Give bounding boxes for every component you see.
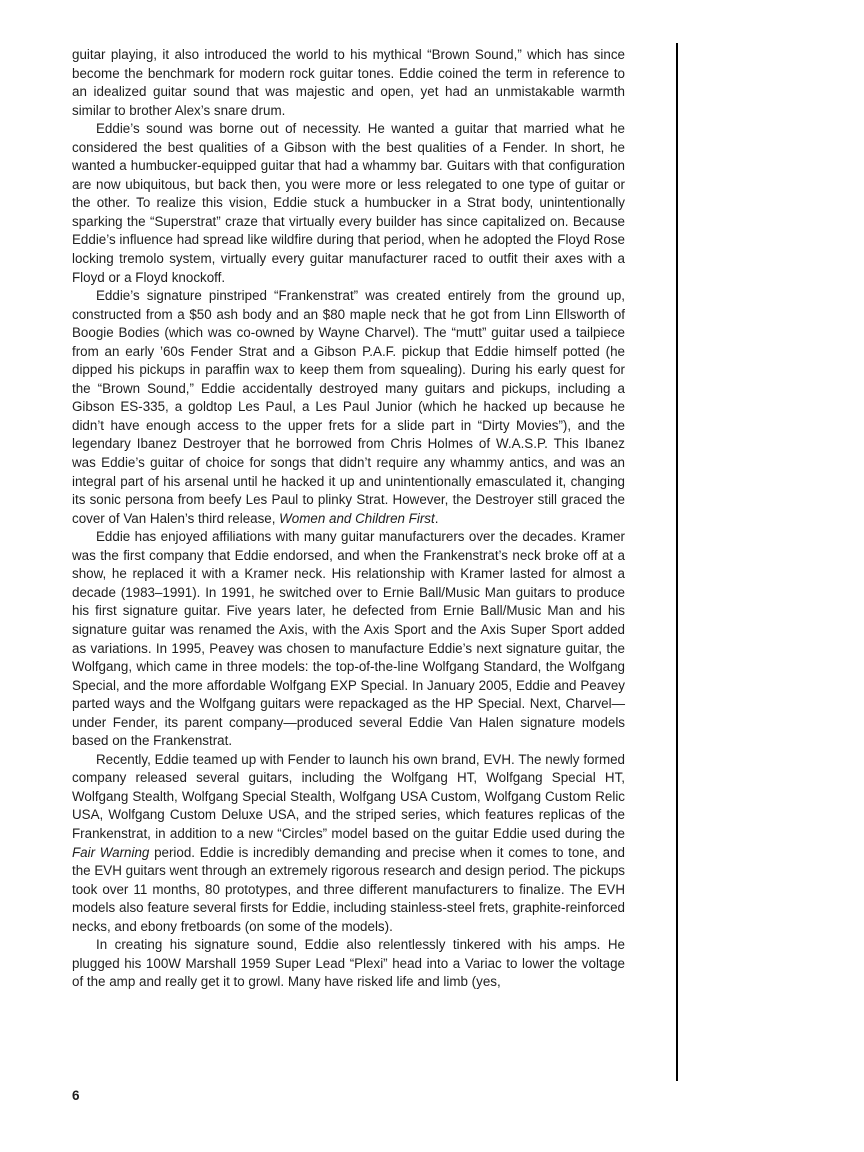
paragraph (72, 287, 625, 528)
paragraph (72, 46, 625, 120)
text-run: Eddie has enjoyed affiliations with many guitar manufacturers over the decades. Kramer was the first company that Eddie endorsed, and when the Frankenstrat’s neck broke off at a show, he replaced it with a Kramer neck. His relationship with Kramer lasted for almost a decade (1983–1991). In 1991, he switched over to Ernie Ball/Music Man guitars to produce his first signature guitar. Five years later, he defected from Ernie Ball/Music Man and his signature guitar was renamed the Axis, with the Axis Sport and the Axis Super Sport added as variations. In 1995, Peavey was chosen to manufacture Eddie’s next signature guitar, the Wolfgang, which came in three models: the top-of-the-line Wolfgang Standard, the Wolfgang Special, and the more affordable Wolfgang EXP Special. In January 2005, Eddie and Peavey parted ways and the Wolfgang guitars were repackaged as the HP Special. Next, Charvel—under Fender, its parent company—produced several Eddie Van Halen signature models based on the Frankenstrat. (72, 529, 625, 749)
text-run: period. Eddie is incredibly demanding and precise when it comes to tone, and the EVH guitars went through an extremely rigorous research and design period. The pickups took over 11 months, 80 prototypes, and three different manufacturers to finalize. The EVH models also feature several firsts for Eddie, including stainless-steel frets, graphite-reinforced necks, and ebony fretboards (on some of the models). (72, 844, 625, 934)
vertical-rule (676, 43, 678, 1081)
body-text (72, 46, 625, 992)
page-number: 6 (72, 1088, 80, 1103)
text-run: Recently, Eddie teamed up with Fender to launch his own brand, EVH. The newly formed company released several guitars, including the Wolfgang HT, Wolfgang Special HT, Wolfgang Stealth, Wolfgang Special Stealth, Wolfgang USA Custom, Wolfgang Custom Relic USA, Wolfgang Custom Deluxe USA, and the striped series, which features replicas of the Frankenstrat, in addition to a new “Circles” model based on the guitar Eddie used during the (72, 751, 625, 841)
text-run: guitar playing, it also introduced the world to his mythical “Brown Sound,” which has since become the benchmark for modern rock guitar tones. Eddie coined the term in reference to an idealized guitar sound that was majestic and open, yet had an unmistakable warmth similar to brother Alex’s snare drum. (72, 47, 625, 118)
text-run: Eddie’s sound was borne out of necessity. He wanted a guitar that married what he considered the best qualities of a Gibson with the best qualities of a Fender. In short, he wanted a humbucker-equipped guitar that had a whammy bar. Guitars with that configuration are now ubiquitous, but back then, you were more or less relegated to one type of guitar or the other. To realize this vision, Eddie stuck a humbucker in a Strat body, unintentionally sparking the “Superstrat” craze that virtually every builder has since capitalized on. Because Eddie’s influence had spread like wildfire during that period, when he adopted the Floyd Rose locking tremolo system, virtually every guitar manufacturer raced to outfit their axes with a Floyd or a Floyd knockoff. (72, 121, 625, 285)
paragraph (72, 936, 625, 992)
italic-text-run: Women and Children First (279, 510, 435, 526)
text-run: Eddie’s signature pinstriped “Frankenstrat” was created entirely from the ground up, constructed from a $50 ash body and an $80 maple neck that he got from Linn Ellsworth of Boogie Bodies (which was co-owned by Wayne Charvel). The “mutt” guitar used a tailpiece from an early ’60s Fender Strat and a Gibson P.A.F. pickup that Eddie himself potted (he dipped his pickups in paraffin wax to keep them from squealing). During his early quest for the “Brown Sound,” Eddie accidentally destroyed many guitars and pickups, including a Gibson ES-335, a goldtop Les Paul, a Les Paul Junior (which he hacked up because he didn’t have enough access to the upper frets for a slide part in “Dirty Movies”), and the legendary Ibanez Destroyer that he borrowed from Chris Holmes of W.A.S.P. This Ibanez was Eddie’s guitar of choice for songs that didn’t require any whammy antics, and was an integral part of his arsenal until he hacked it up and unintentionally emasculated it, changing its sonic persona from beefy Les Paul to plinky Strat. However, the Destroyer still graced the cover of Van Halen’s third release, (72, 288, 625, 526)
paragraph (72, 120, 625, 287)
text-run: In creating his signature sound, Eddie also relentlessly tinkered with his amps. He plugged his 100W Marshall 1959 Super Lead “Plexi” head into a Variac to lower the voltage of the amp and really get it to growl. Many have risked life and limb (yes, (72, 937, 625, 990)
italic-text-run: Fair Warning (72, 844, 150, 860)
text-run: . (434, 510, 439, 526)
paragraph (72, 751, 625, 936)
paragraph (72, 528, 625, 751)
